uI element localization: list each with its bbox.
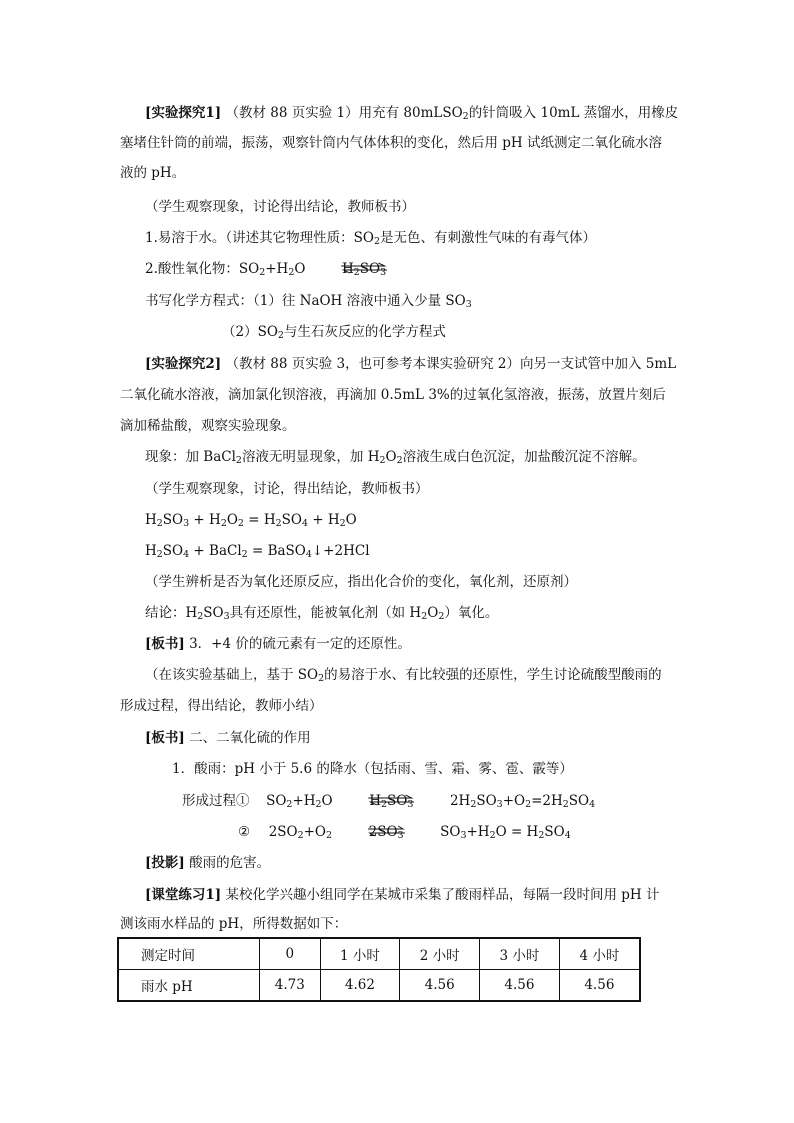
- table-row: [118, 970, 640, 1002]
- write-equation-2: $(2)SO_2$与生石灰反应的化学方程式: [222, 324, 446, 341]
- experiment-1-line-2: 塞堵住针筒的前端，振荡，观察针筒内气体体积的变化，然后用 pH 试纸测定二氧化硫水溶: [120, 135, 662, 151]
- table-header-cell: 3 小时: [480, 938, 560, 970]
- exercise-1-line-1: [课堂练习1] 某校化学兴趣小组同学在某城市采集了酸雨样品，每隔一段时间用 pH 计: [145, 887, 660, 903]
- ph-data-table: [117, 937, 641, 1002]
- reversible-product-1: $H_2SO_3$: [342, 261, 387, 278]
- note-4-line-1: （在该实验基础上，基于 $SO_2$的易溶于水、有比较强的还原性，学生讨论硫酸型酸雨的: [145, 667, 662, 684]
- equation-2: $H_2SO_4$ + BaCl$_2$ = BaSO$_4$↓+2HCl: [145, 543, 370, 560]
- board-note-1: [板书] 3．+4 价的硫元素有一定的还原性。: [145, 636, 411, 652]
- reversible-product-2: $H_2SO_3$: [369, 793, 414, 810]
- experiment-2-line-1: [实验探究2] （教材 88 页实验 3，也可参考本课实验研究 2）向另一支试管中加入 5mL: [145, 356, 677, 372]
- experiment-2-line-2: 二氧化硫水溶液，滴加氯化钡溶液，再滴加 0.5mL 3%的过氧化氢溶液，振荡，放置片刻后: [120, 387, 666, 403]
- acid-rain-definition: 1．酸雨：pH 小于 5.6 的降水（包括雨、雪、霜、雾、雹、霰等）: [172, 761, 573, 777]
- reversible-arrow-icon: [367, 825, 406, 837]
- experiment-2-tag: [实验探究2]: [145, 356, 222, 372]
- table-cell: 4.56: [400, 970, 480, 1002]
- table-header-cell: 2 小时: [400, 938, 480, 970]
- formation-step-2: ② $2SO_2+O_2$ $2SO_3$ $SO_3+H_2O = H_2SO_4$: [238, 824, 571, 841]
- equation-1: $H_2SO_3 + H_2O_2 = H_2SO_4 + H_2O$: [145, 512, 357, 529]
- experiment-1-tag: [实验探究1]: [145, 105, 222, 121]
- table-cell: 4.62: [320, 970, 400, 1002]
- exercise-1-line-2: 测该雨水样品的 pH，所得数据如下：: [120, 916, 348, 932]
- write-equation-1: 书写化学方程式：（1）往 NaOH 溶液中通入少量 $SO_3$: [145, 293, 472, 310]
- reversible-product-3: $2SO_3$: [368, 824, 404, 841]
- point-1: 1.易溶于水。（讲述其它物理性质：$SO_2$是无色、有刺激性气味的有毒气体）: [145, 230, 596, 247]
- point-2: 2.酸性氧化物：$SO_2+H_2O$ $H_2SO_3$: [145, 261, 387, 278]
- note-1: （学生观察现象，讨论得出结论，教师板书）: [145, 199, 415, 215]
- table-cell: 4.73: [260, 970, 321, 1002]
- note-3: （学生辨析是否为氧化还原反应，指出化合价的变化，氧化剂，还原剂）: [145, 574, 577, 590]
- phenomenon: 现象：加 BaCl$_2$溶液无明显现象，加 $H_2O_2$溶液生成白色沉淀，加盐酸沉淀不溶解。: [145, 449, 646, 466]
- reversible-arrow-icon: [367, 794, 415, 806]
- note-4-line-2: 形成过程，得出结论，教师小结）: [120, 698, 323, 714]
- experiment-2-line-3: 滴加稀盐酸，观察实验现象。: [120, 418, 296, 434]
- board-note-2: [板书] 二、二氧化硫的作用: [145, 730, 311, 746]
- table-cell: 4.56: [480, 970, 560, 1002]
- experiment-1-line-1: [实验探究1] （教材 88 页实验 1）用充有 80mLSO$_2$的针筒吸入 10mL 蒸馏水，用橡皮: [145, 105, 679, 122]
- projection-note: [投影] 酸雨的危害。: [145, 855, 271, 871]
- conclusion: 结论：$H_2SO_3$具有还原性，能被氧化剂（如 $H_2O_2$）氧化。: [145, 605, 499, 622]
- reversible-arrow-icon: [340, 262, 388, 274]
- table-row: [118, 938, 640, 970]
- table-header-cell: 测定时间: [118, 938, 260, 970]
- table-cell: 4.56: [559, 970, 640, 1002]
- table-header-cell: 0: [260, 938, 321, 970]
- table-cell: 雨水 pH: [118, 970, 260, 1002]
- note-2: （学生观察现象，讨论，得出结论，教师板书）: [145, 481, 429, 497]
- formation-step-1: 形成过程① $SO_2+H_2O$ $H_2SO_3$ $2H_2SO_3+O_2=2H_2SO_4$: [182, 793, 596, 810]
- table-header-cell: 4 小时: [559, 938, 640, 970]
- table-header-cell: 1 小时: [320, 938, 400, 970]
- experiment-1-line-3: 液的 pH。: [120, 165, 186, 181]
